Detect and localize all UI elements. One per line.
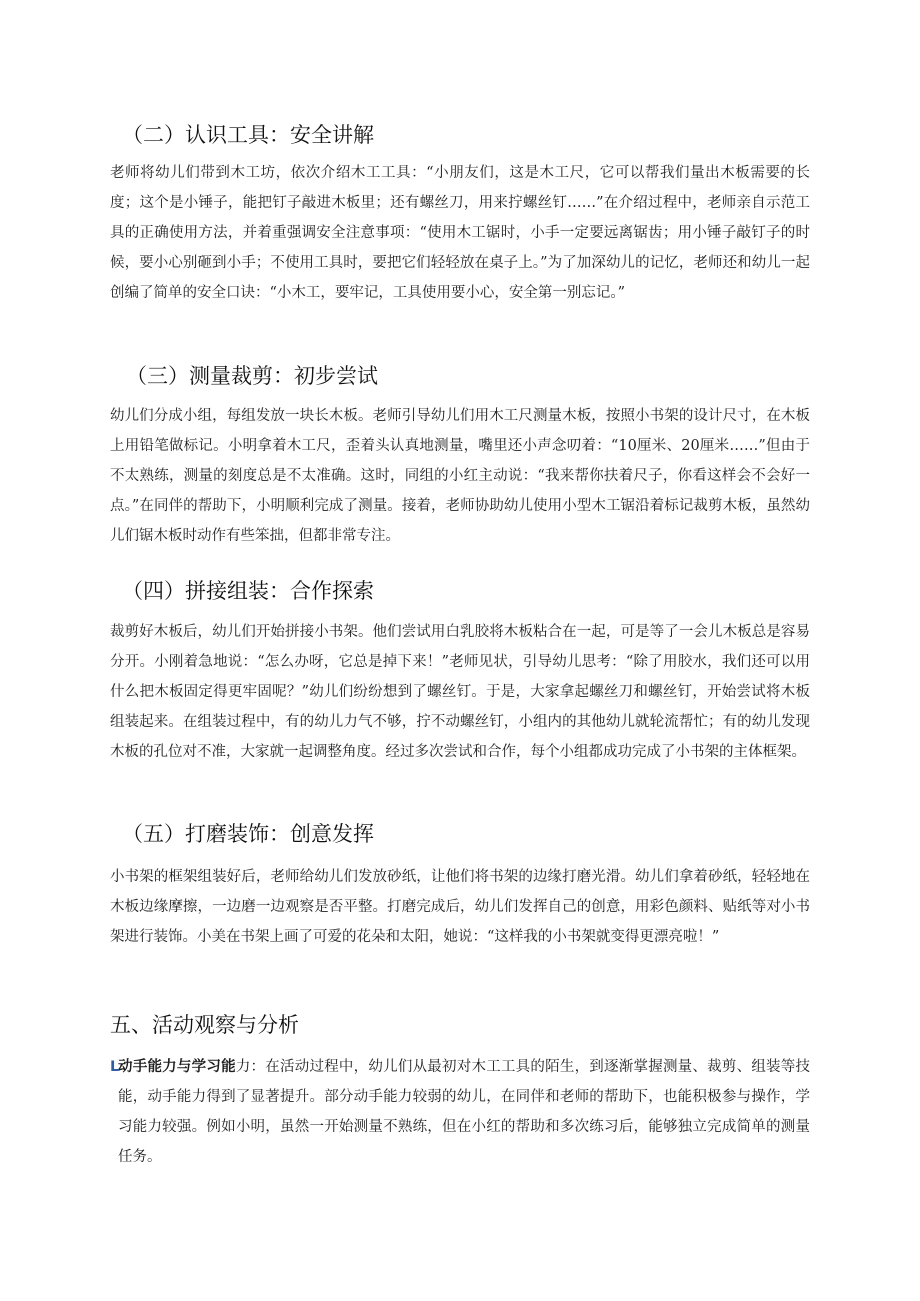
section-heading-5: （五）打磨装饰：创意发挥 bbox=[122, 822, 374, 846]
section-paragraph-5: 小书架的框架组装好后，老师给幼儿们发放砂纸，让他们将书架的边缘打磨光滑。幼儿们拿着砂纸，轻轻地在木板边缘摩擦，一边磨一边观察是否平整。打磨完成后，幼儿们发挥自己的创意，用彩色颜料、贴纸等对小书架进行装饰。小美在书架上画了可爱的花朵和太阳，她说：“这样我的小书架就变得更漂亮啦！” bbox=[110, 869, 810, 945]
observation-item bbox=[110, 1052, 810, 1172]
observation-lead: 动手能力与学习能 bbox=[118, 1059, 236, 1075]
section-paragraph-2: 老师将幼儿们带到木工坊，依次介绍木工工具：“小朋友们，这是木工尺，它可以帮我们量出木板需要的长度；这个是小锤子，能把钉子敲进木板里；还有螺丝刀，用来拧螺丝钉……”在介绍过程中，老师亲自示范工具的正确使用方法，并着重强调安全注意事项：“使用木工锯时，小手一定要远离锯齿；用小锤子敲钉子的时候，要小心别砸到小手；不使用工具时，要把它们轻轻放在桌子上。”为了加深幼儿的记忆，老师还和幼儿一起创编了简单的安全口诀：“小木工，要牢记，工具使用要小心，安全第一别忘记。” bbox=[110, 165, 810, 301]
section-paragraph-3: 幼儿们分成小组，每组发放一块长木板。老师引导幼儿们用木工尺测量木板，按照小书架的设计尺寸，在木板上用铅笔做标记。小明拿着木工尺，歪着头认真地测量，嘴里还小声念叨着：“10厘米、20厘米……”但由于不太熟练，测量的刻度总是不太准确。这时，同组的小红主动说：“我来帮你扶着尺子，你看这样会不会好一点。”在同伴的帮助下，小明顺利完成了测量。接着，老师协助幼儿使用小型木工锯沿着标记裁剪木板，虽然幼儿们锯木板时动作有些笨拙，但都非常专注。 bbox=[110, 408, 810, 544]
section-heading-3: （三）测量裁剪：初步尝试 bbox=[126, 364, 378, 388]
section-heading-2: （二）认识工具：安全讲解 bbox=[122, 123, 374, 147]
observation-text bbox=[110, 1052, 810, 1172]
observation-body: 力：在活动过程中，幼儿们从最初对木工工具的陌生，到逐渐掌握测量、裁剪、组装等技能，动手能力得到了显著提升。部分动手能力较弱的幼儿，在同伴和老师的帮助下，也能积极参与操作，学习能力较强。例如小明，虽然一开始测量不熟练，但在小红的帮助和多次练习后，能够独立完成简单的测量任务。 bbox=[118, 1059, 810, 1165]
list-marker: L bbox=[110, 1059, 120, 1075]
section-heading-4: （四）拼接组装：合作探索 bbox=[122, 579, 374, 603]
section-paragraph-4: 裁剪好木板后，幼儿们开始拼接小书架。他们尝试用白乳胶将木板粘合在一起，可是等了一会儿木板总是容易分开。小刚着急地说：“怎么办呀，它总是掉下来！”老师见状，引导幼儿思考：“除了用胶水，我们还可以用什么把木板固定得更牢固呢？”幼儿们纷纷想到了螺丝钉。于是，大家拿起螺丝刀和螺丝钉，开始尝试将木板组装起来。在组装过程中，有的幼儿力气不够，拧不动螺丝钉，小组内的其他幼儿就轮流帮忙；有的幼儿发现木板的孔位对不准，大家就一起调整角度。经过多次尝试和合作，每个小组都成功完成了小书架的主体框架。 bbox=[110, 624, 810, 760]
chapter-heading: 五、活动观察与分析 bbox=[110, 1013, 299, 1037]
